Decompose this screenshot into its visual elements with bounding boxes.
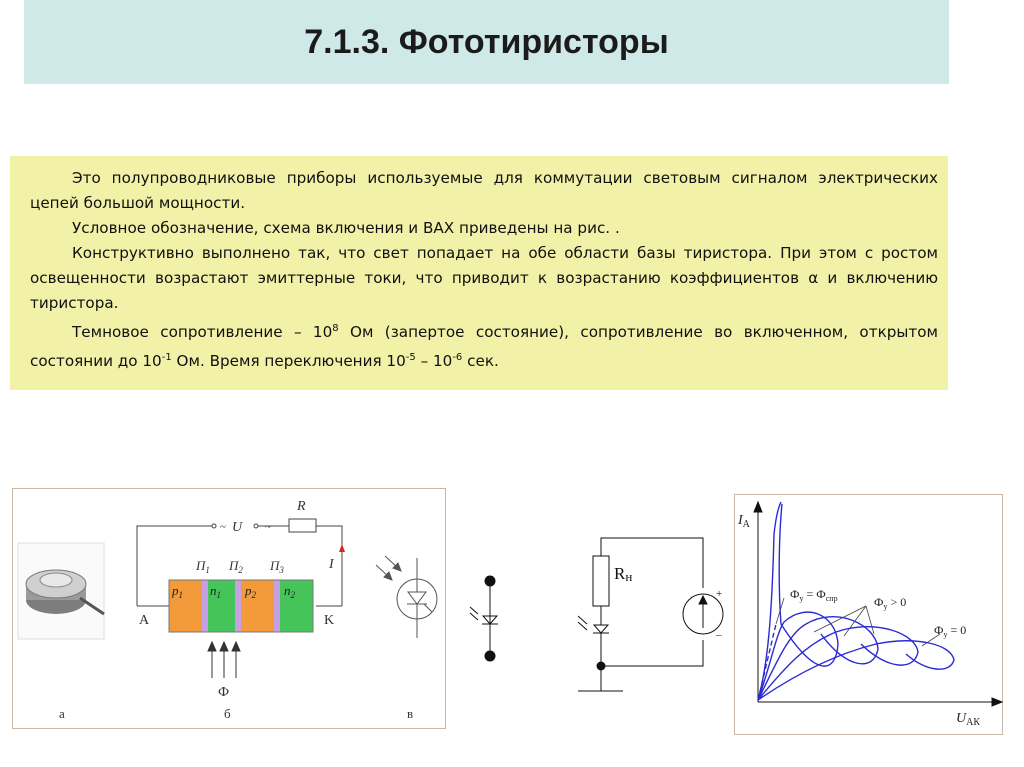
thyristor-structure-figure (12, 488, 446, 729)
load-circuit (578, 538, 723, 691)
region-n2-label: $n_2$ (284, 583, 295, 600)
label-phi-spr: $Ф_у = Ф_{спр}$ (790, 587, 838, 603)
junction-2-label: $П_2$ (229, 558, 243, 575)
paragraph-2: Условное обозначение, схема включения и ВАХ приведены на рис. . (72, 219, 620, 237)
switching-circuit-figure (466, 488, 724, 729)
semiconductor-layers (169, 580, 313, 632)
text-box (10, 156, 948, 390)
anode-label: A (139, 613, 150, 628)
label-phi-gt-zero: $Ф_у > 0$ (874, 595, 907, 611)
device-photo (18, 543, 104, 639)
region-n1-label: $n_1$ (210, 583, 221, 600)
flux-label: Ф (218, 685, 230, 700)
resistor-label: R (297, 499, 306, 514)
junction-3-label: $П_3$ (270, 558, 284, 575)
iv-characteristic-figure (726, 494, 1006, 738)
paragraph-3: Конструктивно выполнено так, что свет попадает на обе области базы тиристора. При этом с ростом освещенности возрастают эмиттерные токи, что приводит к возрастанию коэффициентов α и включению тиристора. (30, 244, 938, 312)
y-axis-label: $I_А$ (738, 513, 750, 530)
load-resistor-label: Rн (614, 564, 633, 584)
paragraph-1: Это полупроводниковые приборы используемые для коммутации световым сигналом электрических цепей большой мощности. (30, 169, 938, 212)
title-band (24, 0, 949, 84)
plus-sign: + (716, 588, 723, 600)
caption-b: б (224, 706, 231, 721)
current-label: I (329, 557, 334, 572)
caption-v: в (407, 706, 414, 721)
junction-1-label: $П_1$ (196, 558, 210, 575)
svg-text:~: ~ (220, 521, 226, 533)
svg-text:~: ~ (265, 521, 271, 533)
x-axis-label: $U_{АК}$ (956, 711, 981, 728)
caption-a: а (59, 706, 65, 721)
cathode-label: K (324, 613, 335, 628)
region-p1-label: $p_1$ (172, 583, 183, 600)
label-phi-zero: $Ф_у = 0$ (934, 623, 967, 639)
paragraph-4: Темновое сопротивление – $10^8$ Ом (запертое состояние), сопротивление во включенном, открытом состоянии до $10^{-1}$ Ом. Время переключения $10^{-5} - 10^{-6}$ сек. (30, 323, 938, 371)
page-title: 7.1.3. Фототиристоры (304, 22, 669, 61)
region-p2-label: $p_2$ (245, 583, 256, 600)
minus-sign: – (716, 629, 722, 641)
voltage-label: U (232, 520, 243, 535)
small-symbol-icon (470, 576, 498, 661)
